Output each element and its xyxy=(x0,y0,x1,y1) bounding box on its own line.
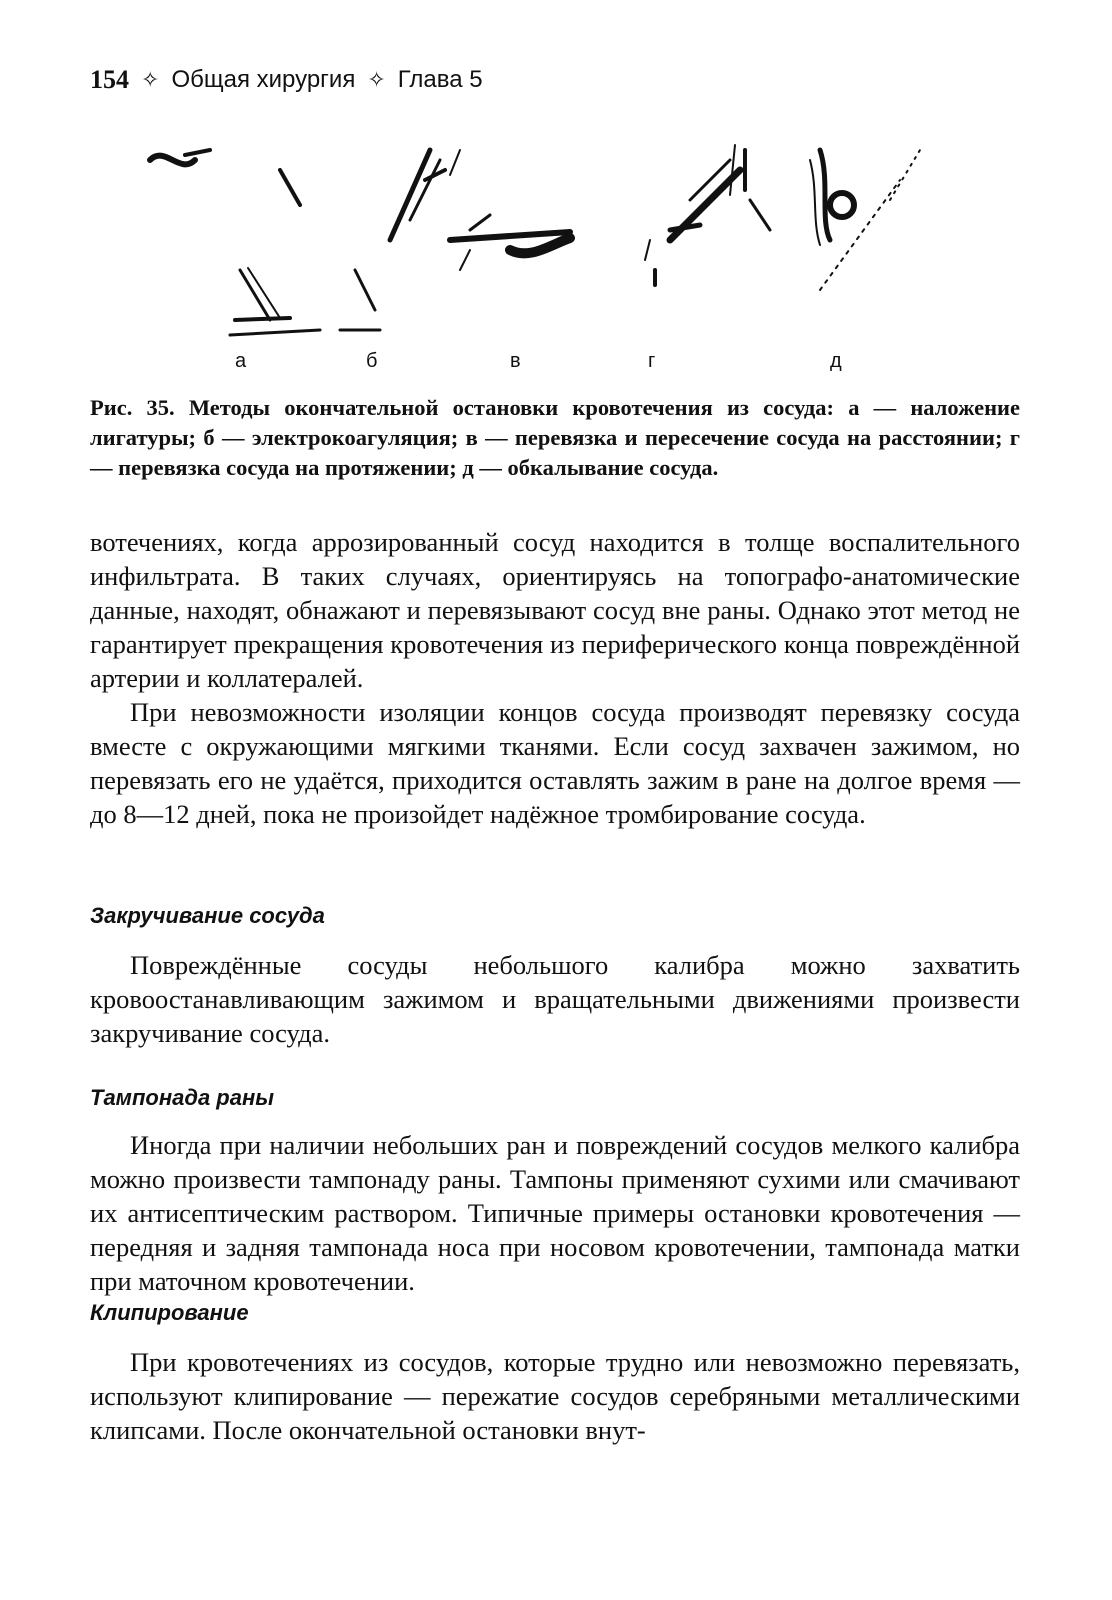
section-heading-clipping: Клипирование xyxy=(90,1300,249,1325)
main-text-block xyxy=(90,525,1020,831)
vessel-methods-drawing xyxy=(130,120,970,370)
paragraph-continuation: вотечениях, когда аррозированный сосуд находится в толще воспалительного инфильтрата. В таких случаях, ориентируясь на топографо-анатомические данные, находят, обнажают и перевязывают сосуд вне раны. Однако этот метод не гарантирует прекращения кровотечения из периферического конца повреждённой артерии и коллатералей. xyxy=(90,527,1020,693)
figure-illustration xyxy=(130,120,970,370)
page-number: 154 xyxy=(90,65,129,94)
panel-letter-g: г xyxy=(648,350,656,372)
section-heading-tamponade: Тампонада раны xyxy=(90,1085,275,1110)
diamond-star-icon: ✧ xyxy=(141,67,160,92)
section-text-clipping xyxy=(90,1345,1020,1447)
paragraph-clipping: При кровотечениях из сосудов, которые трудно или невозможно перевязать, используют клипирование — пережатие сосудов серебряными металлическими клипсами. После окончательной остановки внут- xyxy=(90,1347,1020,1445)
section-heading-twisting: Закручивание сосуда xyxy=(90,903,325,928)
book-title: Общая хирургия xyxy=(171,66,356,93)
panel-a-drawing xyxy=(150,150,380,335)
figure-caption xyxy=(90,393,1020,483)
panel-letter-b: б xyxy=(366,350,378,372)
panel-letter-v: в xyxy=(510,350,521,372)
running-head xyxy=(90,60,483,100)
caption-text: Методы окончательной остановки кровотечения из сосуда: а — наложение лигатуры; б — электрокоагуляция; в — перевязка и пересечение сосуда на расстоянии; г — перевязка сосуда на протяжении; д — обкалывание сосуда. xyxy=(90,395,1020,480)
chapter-label: Глава 5 xyxy=(397,66,483,93)
panel-d-drawing xyxy=(645,145,770,285)
diamond-star-icon: ✧ xyxy=(367,67,386,92)
panel-letter-a: а xyxy=(235,350,247,372)
panel-c-drawing xyxy=(450,215,570,270)
paragraph-tamponade: Иногда при наличии небольших ран и повреждений сосудов мелкого калибра можно произвести тампонаду раны. Тампоны применяют сухими или смачивают их антисептическим раствором. Типичные примеры остановки кровотечения — передняя и задняя тампонада носа при носовом кровотечении, тампонада матки при маточном кровотечении. xyxy=(90,1130,1020,1296)
panel-letter-d: д xyxy=(830,350,842,372)
section-text-tamponade xyxy=(90,1128,1020,1298)
panel-letters xyxy=(130,350,970,382)
panel-b-drawing xyxy=(390,150,460,240)
caption-label: Рис. 35. xyxy=(90,395,175,420)
section-text-twisting xyxy=(90,948,1020,1050)
paragraph-twisting: Повреждённые сосуды небольшого калибра можно захватить кровоостанавливающим зажимом и вращательными движениями произвести закручивание сосуда. xyxy=(90,950,1020,1048)
paragraph-isolation: При невозможности изоляции концов сосуда производят перевязку сосуда вместе с окружающими мягкими тканями. Если сосуд захвачен зажимом, но перевязать его не удаётся, приходится оставлять зажим в ране на долгое время — до 8—12 дней, пока не произойдет надёжное тромбирование сосуда. xyxy=(90,697,1020,829)
panel-e-drawing xyxy=(810,150,920,290)
